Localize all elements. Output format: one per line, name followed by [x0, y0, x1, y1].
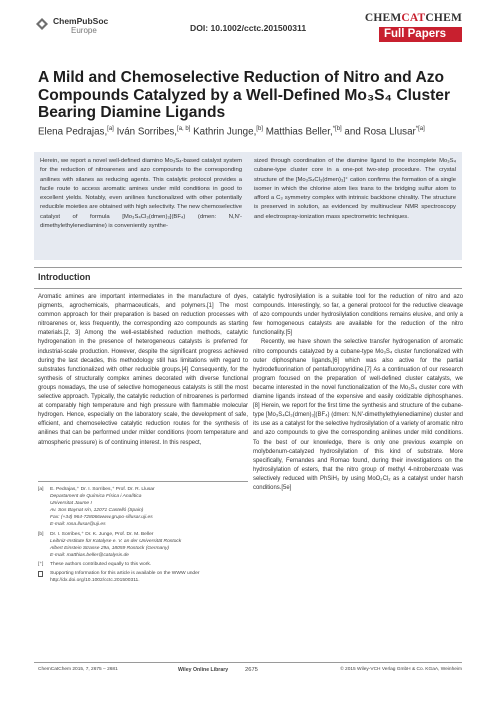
affiliation-line: Departament de Química Física i Analítica — [50, 494, 142, 500]
affiliation-a — [38, 486, 248, 529]
supporting-info-text: Supporting Information for this article is available on the WWW under — [50, 571, 200, 577]
author-affiliation-mark: [a] — [107, 126, 114, 132]
affiliation-line: Fax: (+34) 964-728066www.grupo-rillusar.uji.es — [50, 515, 153, 521]
affiliation-line: Leibniz-Institute für Katalyse e. V. an der Universität Rostock — [50, 538, 182, 544]
footer-library[interactable]: Wiley Online Library — [178, 667, 229, 673]
affiliations-block — [38, 486, 248, 586]
affiliation-email-link[interactable]: E-mail: matthias.beller@catalysis.de — [50, 552, 129, 558]
author-list — [38, 126, 468, 137]
section-divider — [34, 288, 462, 289]
body-left-column — [38, 293, 248, 448]
author-affiliation-mark: [a, b] — [177, 126, 191, 132]
affiliation-divider — [38, 481, 248, 482]
affiliation-label: [b] — [38, 531, 44, 537]
supporting-info-link[interactable]: http://dx.doi.org/10.1002/cctc.201500311. — [50, 578, 140, 584]
affiliation-b — [38, 531, 248, 559]
footer-citation: ChemCatChem 2015, 7, 2675 – 2681 — [38, 667, 118, 672]
author-name: Iván Sorribes, — [116, 126, 178, 138]
author-name: Elena Pedrajas, — [38, 126, 108, 138]
introduction-heading: Introduction — [38, 272, 91, 282]
publisher-region: Europe — [71, 26, 97, 35]
doi-label: DOI: 10.1002/cctc.201500311 — [190, 23, 307, 33]
author-affiliation-mark: *[b] — [332, 126, 342, 132]
equal-contribution-note — [38, 561, 248, 568]
journal-name-part2: CAT — [401, 12, 426, 24]
affiliation-line: E. Pedrajas,⁺ Dr. I. Sorribes,⁺ Prof. Dr. R. Llusar — [50, 487, 155, 492]
author-name: Matthias Beller, — [265, 126, 333, 138]
author-name: Rosa Llusar — [363, 126, 416, 138]
body-paragraph: Recently, we have shown the selective transfer hydrogenation of aromatic nitro compounds catalyzed by a cubane-type Mo₃S₄ cluster functionalized with outer diphosphane ligands,[6] which was also active for the partial hydrodefluorination of pentafluoropyridine.[7] As a continuation of our research program focused on the preparation of well-defined cluster catalysts, we became interested in the novel functionalization of the Mo₃S₄ cluster core with diamine ligands instead of the expensive and easily oxidizable diphosphanes.[8] Herein, we report for the first time the synthesis and structure of the cubane-type [Mo₃S₄Cl₃(dmen)₃](BF₄) (dmen: N,N′-dimethylethylenediamine) cluster and its use as a catalyst for the selective hydrosilylation of a variety of aromatic nitro and azo compounds to give the corresponding anilines under mild conditions. To the best of our knowledge, there is only one previous example on molybdenum-catalyzed hydrosilylation of this kind of substrate. More specifically, Fernandes and Romao found, during their investigations on the hydrosilylation of esters, that the nitro group of methyl 4-nitrobenzoate was selectively reduced with PhSiH₃ by using MoO₂Cl₂ as a catalyst under harsh conditions.[5e] — [253, 339, 463, 491]
affiliation-line: Albert Einstein Strasse 29a, 18059 Rostock (Germany) — [50, 545, 170, 551]
publisher-logo — [34, 17, 108, 35]
affiliation-line: Dr. I. Sorribes,⁺ Dr. K. Junge, Prof. Dr. M. Beller — [50, 531, 154, 537]
publisher-emblem-icon — [34, 17, 50, 31]
author-name: Kathrin Junge, — [193, 126, 257, 138]
affiliation-label: [a] — [38, 487, 44, 492]
abstract-left-column: Herein, we report a novel well-defined diamino Mo₃S₄-based catalyst system for the reduction of nitroarenes and azo compounds to the corresponding anilines with silanes as reducing agents. This catalytic protocol provides a facile route to access aromatic amines under mild conditions in good to excellent yields. Notably, even anilines functionalized with other potentially reducible moieties are obtained with high selectivity. The new chemoselective catalyst of formula [Mo₃S₄Cl₃(dmen)₃](BF₄) (dmen: N,N′-dimethylethylenediamine) is conveniently synthe- — [40, 158, 242, 230]
document-icon — [38, 571, 43, 577]
author-affiliation-mark: *[a] — [415, 126, 425, 132]
affiliation-line: Universitat Jaume I — [50, 501, 92, 507]
affiliation-line: Av. Sos Baynat s/n, 12071 Castelló (Spain) — [50, 508, 144, 514]
article-title: A Mild and Chemoselective Reduction of Nitro and Azo Compounds Catalyzed by a Well-Defined Mo₃S₄ Cluster Bearing Diamine Ligands — [38, 69, 451, 121]
section-label: Full Papers — [379, 27, 462, 42]
abstract-box — [34, 152, 462, 260]
journal-brand — [365, 12, 462, 42]
section-divider — [34, 267, 462, 268]
abstract-right-column: sized through coordination of the diamine ligand to the incomplete Mo₃S₄ cubane-type cluster core in a one-pot two-step procedure. The crystal structure of the [Mo₃S₄Cl₃(dmen)₃]⁺ cation confirms the formation of a single isomer in which the chlorine atom lies trans to the bridging sulfur atom to afford a C₃ symmetry complex with intrinsic backbone chirality. The structure is preserved in solution, as evidenced by multinuclear NMR spectroscopy and electrospray-ionization mass spectrometric techniques. — [254, 158, 456, 220]
publisher-name: ChemPubSoc — [53, 16, 109, 26]
journal-name-part1: CHEM — [364, 12, 402, 24]
page-number: 2675 — [245, 667, 258, 673]
note-label: [⁺] — [38, 561, 44, 567]
body-paragraph: Aromatic amines are important intermediates in the manufacture of dyes, pigments, agrochemicals, pharmaceuticals, and polymers.[1] The most common approach for their preparation is based on reduction processes with nitroarenes or, less frequently, the corresponding azo compounds as starting materials.[2, 3] Among the well-established reduction methods, catalytic hydrogenation in the presence of heterogeneous catalysts is preferred for industrial-scale production. However, despite the significant progress achieved during the last decades, this methodology still has limitations with regard to substrates functionalized with other reducible groups.[4] Consequently, for the synthesis of structurally complex amines decorated with diverse functional groups nowadays, the use of selective homogeneous catalysts is still the most selective approach. Typically, the catalytic reduction of nitroarenes is performed at comparably high temperature and high pressure with flammable molecular hydrogen. Hence, especially on the laboratory scale, the development of safe, efficient, and chemoselective catalytic reduction routes for the synthesis of anilines that can be performed under milder conditions (room temperature and atmospheric pressure) is of continuing interest. In this respect, — [38, 294, 248, 446]
footer-copyright: © 2015 Wiley-VCH Verlag GmbH & Co. KGaA, Weinheim — [340, 667, 462, 672]
supporting-info-note — [38, 570, 248, 584]
author-affiliation-mark: [b] — [256, 126, 263, 132]
affiliation-email-link[interactable]: E-mail: rosa.llusar@uji.es — [50, 522, 106, 528]
author-separator: and — [341, 126, 364, 138]
journal-name-part3: CHEM — [425, 12, 462, 24]
body-right-column — [253, 293, 463, 493]
note-text: These authors contributed equally to this work. — [50, 561, 152, 567]
footer-divider — [34, 662, 462, 663]
body-paragraph: catalytic hydrosilylation is a suitable tool for the reduction of nitro and azo compounds. Interestingly, so far, a general protocol for the reductive cleavage of azo compounds under hydrosilylation conditions remains elusive, and only a few homogeneous catalysts are available for the reduction of the nitro functionality.[5] — [253, 294, 463, 337]
journal-name — [365, 12, 462, 24]
